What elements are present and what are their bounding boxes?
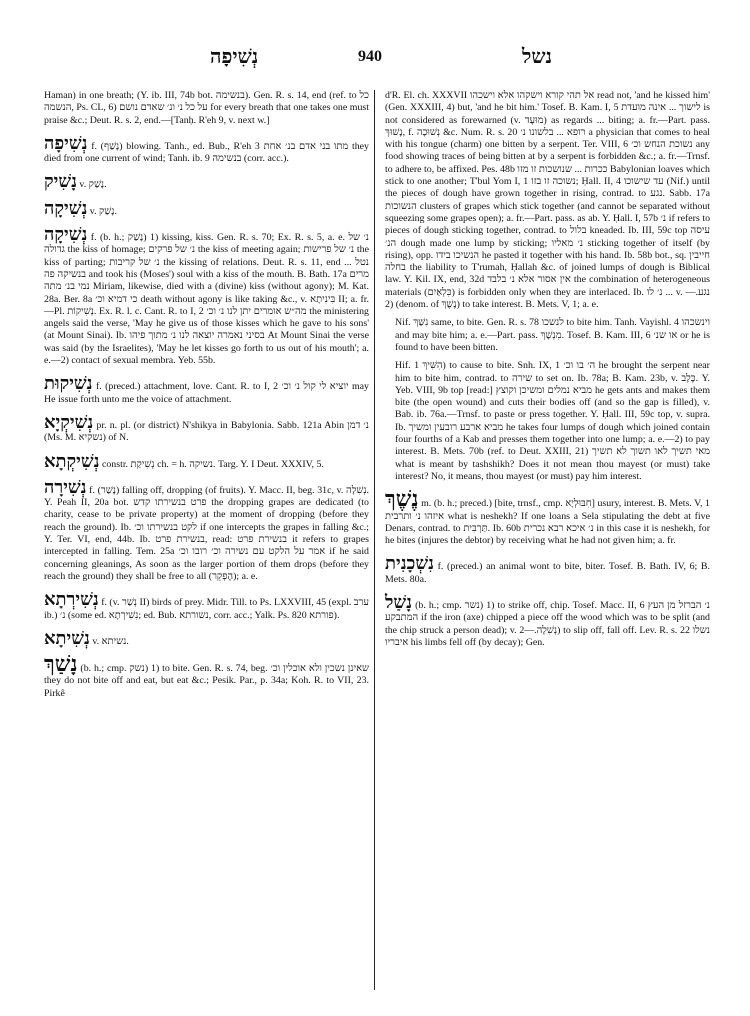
- dictionary-entry: [44, 373, 369, 406]
- dictionary-entry: [44, 412, 369, 445]
- dictionary-entry: [385, 486, 711, 547]
- dictionary-entry: [44, 171, 369, 191]
- entry-text: f. (preced.) an animal wont to bite, biter. Tosef. B. Bath. IV, 6; B. Mets. 80a.: [385, 561, 710, 585]
- entry-text: Nif. נִשַּׁךְ same, to bite. Gen. R. s. 78 לנשכו to bite him. Tanh. Vayishl. 4 וינשכהו and may bite him; a. e.—Part. pass. מִנְשָׁךְ. Tosef. B. Kam. III, 6 או שנ׳ or he is found to have been bitten.: [395, 317, 711, 353]
- entry-text: f. (נָשַׁר) falling off, dropping (of fruits). Y. Macc. II, beg. 31c, v. נְשִׁלָה. Y. Peah II, 20a bot. פרט בנשירתו קדש the dropping grapes are dedicated (to charity, cease to be private property) at the moment of dropping (before they reach the ground). Ib. לקט בנשירתו וכ׳ if one intercepts the grapes in falling &c.; Y. Ter. VI, end, 44b. Ib. בנשירת פרט, read: בנשירת פרט it refers to grapes intercepted in falling. Tem. 25a אמר על הלקט עם נשירה וכ׳ רובו וכ׳ if he said concerning gleanings, As soon as the larger portion of them drops (before they reach the ground) they shall be free to all (הֶפְקֵר); a. e.: [44, 484, 370, 582]
- entry-headword: נְשִׁיפָה: [44, 132, 88, 153]
- dictionary-entry: [44, 224, 369, 367]
- entry-text: constr. נְשִׁיקַת ch. = h. נשיקה. Targ. Y. I Deut. XXXIV, 5.: [101, 458, 324, 470]
- running-head-right: נשל: [522, 46, 553, 68]
- running-head-left: נְשִׁיפָה: [210, 46, 259, 68]
- entry-headword: נְשִׁיקְיָא: [44, 411, 94, 432]
- entry-headword: נְשִׁיקְתָא: [44, 450, 100, 471]
- dictionary-entry: [44, 628, 369, 648]
- entry-headword: נָשַׁךְ: [44, 651, 78, 677]
- entry-text: v. נשיתא.: [92, 635, 129, 647]
- entry-text: (b. h.; cmp. נשק) 1) to bite. Gen. R. s. 74, beg. שאינן נשכין ולא אוכלין וכ׳ they do not bite off and eat, but eat &c.; Pesik. Par., p. 34a; Koh. R. to VII, 23. Pirkê: [44, 663, 370, 699]
- entry-text: (b. h.; cmp. נשר) 1) to strike off, chip. Tosef. Macc. II, 6 נ׳ הברזל מן העץ המתבקע if the iron (axe) chipped a piece off the wood which was to be split (and the chip struck a person dead); v. נְשִׁלָה.—2) to slip off, fall off. Lev. R. s. 22 נשלו איבריו his limbs fell off (by decay); Gen.: [385, 599, 710, 648]
- entry-headword: נְשִׁירָה: [44, 476, 87, 497]
- entry-text: pr. n. pl. (or district) N'shikya in Babylonia. Sabb. 121a Abin נ׳ דמן (Ms. M. נשקיא) of N.: [44, 419, 369, 444]
- entry-headword: נִשְׁכָנִית: [385, 553, 434, 574]
- dictionary-entry: [44, 589, 369, 622]
- dictionary-entry: [44, 477, 369, 583]
- entry-headword: נְשִׁיקוּת: [44, 373, 93, 394]
- column-divider: [374, 90, 375, 990]
- dictionary-entry: [385, 90, 710, 311]
- entry-text: v. נָשַׁק.: [89, 205, 117, 217]
- dictionary-entry: [44, 133, 369, 166]
- entry-text: f. (v. נְשַׁר II) birds of prey. Midr. Till. to Ps. LXXVIII, 45 (expl. ערב ib.) נ׳ (some ed. נִשִׁירְתָא; ed. Bub. נשורתא, corr. acc.; Yalk. Ps. 820 פורתא).: [44, 597, 369, 621]
- page-header: [0, 46, 750, 74]
- entry-headword: נְשִׁיקָה: [44, 224, 88, 245]
- entry-headword: נְשִׁיקָה: [44, 197, 88, 218]
- dictionary-entry: [385, 592, 710, 649]
- dictionary-entry: [44, 90, 369, 127]
- dictionary-entry: [44, 451, 369, 471]
- page-number: 940: [358, 48, 382, 65]
- dictionary-entry: [44, 651, 370, 700]
- left-column: [44, 90, 369, 700]
- entry-headword: נְשִׁירְתָא: [44, 589, 99, 610]
- entry-text: Haman) in one breath; (Y. ib. III, 74b bot. בנשימה). Gen. R. s. 14, end (ref. to כל הנשמה, Ps. CL, 6) על כל נ׳ ונ׳ שאדם נושם for every breath that one takes one must praise &c.; Deut. R. s. 2, end.—[Tanḥ. R'eh 9, v. next w.]: [44, 90, 369, 126]
- dictionary-entry: [385, 553, 710, 586]
- entry-text: f. (preced.) attachment, love. Cant. R. to I, 2 יוציא לי קול נ׳ וכ׳ may He issue forth unto me the voice of attachment.: [44, 381, 369, 405]
- entry-text: v. נָשַׁק.: [79, 179, 107, 191]
- entry-headword: נָשִׁיק: [44, 171, 77, 192]
- entry-text: m. (b. h.; preced.) [bite, trnsf., cmp. חִבּוּלְיָא] usury, interest. B. Mets. V, 1 איזהו נ׳ ותרבית what is neshekh? If one loans a Sela stipulating the debt at five Denars, contrad. to תַּרְבִּית. Ib. 60b נ׳ איכא רבא נכרית in this case it is neshekh, for he bites (injures the debtor) by receiving what he had not given him; a. fr.: [385, 498, 711, 547]
- right-column: [385, 90, 710, 649]
- entry-headword: נְשִׁיתָא: [44, 627, 90, 648]
- entry-text: d'R. El. ch. XXXVII אל תהי קורא וישקהו אלא וישכהו read not, 'and he kissed him' (Gen. XXXIII, 4) but, 'and he bit him.' Tosef. B. Kam. I, 5 לישוך ... אינה מועדת is not considered as forewarned (v. מוּעָד) as regards ... biting; a. fr.—Part. pass. נָשׁוּךְ, f. נְשׁוּכָה &c. Num. R. s. 20 רופא ... בלשונו נ׳ a physician that comes to heal with his tongue (charm) one bitten by a serpent. Ter. VIII, 6 נשוכת הנחש וכ׳ any food showing traces of being bitten at by a serpent is forbidden &c.; a. fr.—Trnsf. to adhere to, be affixed. Pes. 48b ככרות ... שנושכות זו מזו Babylonian loaves which stick to one another; T'bul Yom I, 1 נשוכה זו בזו; Ḥall. II, 4 עד שישוכו (Nif.) until the pieces of dough have grown together in rising, contrad. to נגע. Sabb. 17a הנשוכות clusters of grapes which stick together (and cannot be separated without squeezing some grapes open); a. fr.—Part. pass. as ab. Y. Ḥall. I, 57b נ׳ if refers to pieces of dough sticking together, contrad. to בלול kneaded. Ib. III, 59c top עיסה הנ׳ dough made one lump by sticking; נ׳ מאליו sticking together of itself (by rising), opp. הנשיכו בידו he pasted it together with his hand. Ib. 58b bot., sq. חייבין בחלה the liability to T'rumah, Ḥallah &c. of joined lumps of dough is Biblical law. Y. Kil. IX, end, 32d אין אסור אלא נ׳ בלבד the combination of heterogeneous materials (כִּלְאַיִם) is forbidden only when they are interlaced. Ib. נ׳ לו ... v. נגע.—2) (denom. of נֶשֶׁךְ) to take interest. B. Mets. V, 1; a. e.: [385, 90, 711, 311]
- entry-text: f. (נָשַׁף) blowing. Tanh., ed. Bub., R'eh 3 מתו בני אדם בנ׳ אחת they died from one current of wind; Tanh. ib. 9 בנשימה (corr. acc.).: [44, 140, 369, 165]
- entry-headword: נָשַׁל: [385, 591, 413, 612]
- entry-text: f. (b. h.; נָשַׁק) 1) kissing, kiss. Gen. R. s. 70; Ex. R. s. 5, a. e. נ׳ של גדולה the kiss of homage; נ׳ של פרקים the kiss of meeting again; נ׳ של פרישות the kiss of parting; נ׳ של קריבות the kissing of relations. Deut. R. s. 11, end נטל ... בנשיקה פה and took his (Moses') soul with a kiss of the mouth. B. Bath. 17a מרים נמי בנ׳ מתה Miriam, likewise, died with a (divine) kiss (without agony); M. Kat. 28a. Ber. 8a כי דמיא וכ׳ death without agony is like taking &c., v. בִּינִיתָא II; a. fr.—Pl. נְשִׁיקוֹת. Ex. R. l. c. Cant. R. to I, 2 מה״ש אומרים יתן לנו נ׳ וכ׳ the ministering angels said the verse, 'May he give us of those kisses which he gave to his sons' (at Mount Sinai). Ib. בסיני נאמרה יוצאה לנו נ׳ מתוך פיהו At Mount Sinai the verse was said (by the Israelites), 'May he let kisses go forth to us out of his mouth'; a. e.—2) contact of sexual membra. Yeb. 55b.: [44, 232, 370, 367]
- entry-text: Hif. הִשִּׁיךְ 1) to cause to bite. Snh. IX, 1 ה׳ בו וכ׳ he brought the serpent near him to bite him, contrad. to שירה to set on. Ib. 78a; B. Kam. 23b, v. כֶּלֶב. Y. Yeb. VIII, 9b top [read:] מביא נמלים ומשיכן וקוצץ he gets ants and makes them bite (the open wound) and cuts their bodies off (and so the gap is filled), v. Bab. ib. 76a.—Trnsf. to paste or press together. Y. Ḥall. III, 59c top, v. supra. Ib. מביא ארבע רובעין ומשיך he takes four lumps of dough which joined contain four fourths of a Kab and presses them together into one lump; a. e.—2) to pay interest. B. Mets. 70b (ref. to Deut. XXIII, 21) מאי תשיך לאו תשוך לא תשיך what is meant by tashshikh? Does it not mean thou mayest (or must) take interest? No, it means, thou mayest (or must) pay him interest.: [395, 360, 710, 482]
- dictionary-entry: [385, 317, 710, 354]
- dictionary-entry: [385, 360, 710, 483]
- dictionary-entry: [44, 198, 369, 218]
- entry-headword: נֶשֶׁךְ: [385, 486, 419, 512]
